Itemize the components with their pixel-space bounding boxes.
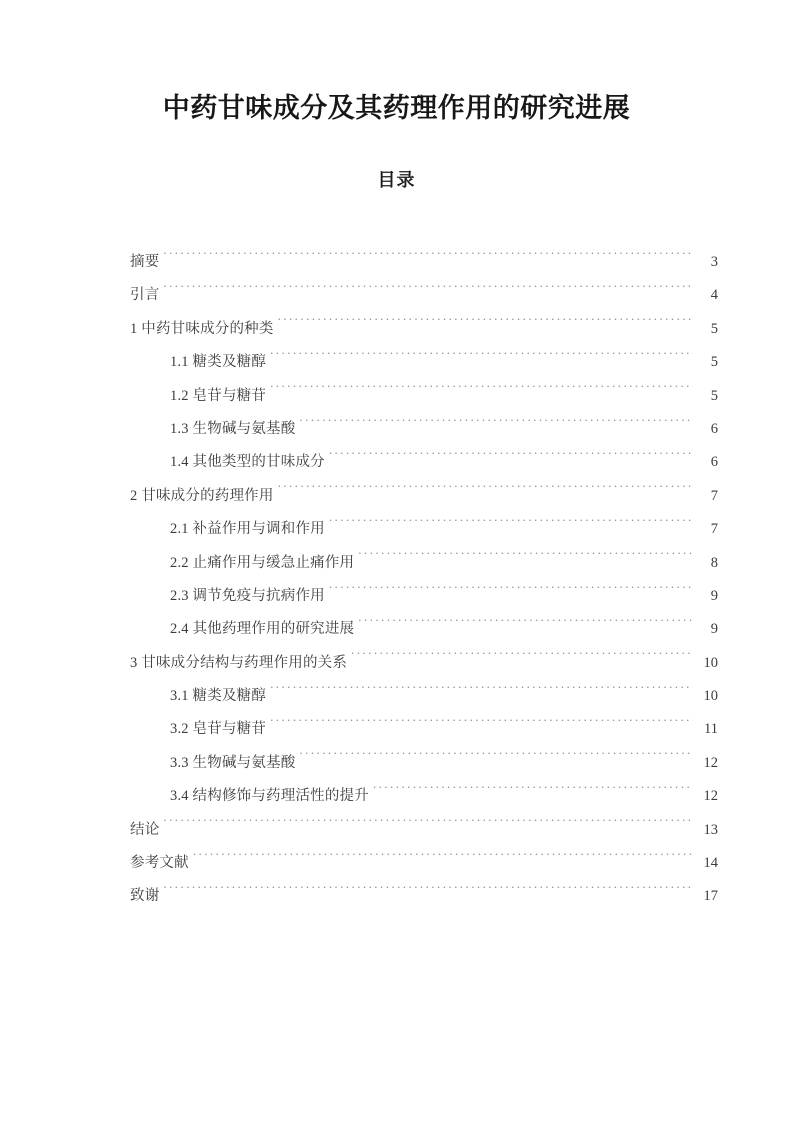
toc-entry[interactable]	[130, 780, 718, 813]
toc-dot-leader	[270, 352, 693, 367]
toc-dot-leader	[329, 519, 693, 534]
table-of-contents-heading: 目录	[377, 170, 416, 190]
toc-entry-label: 2.2 止痛作用与缓急止痛作用	[170, 554, 355, 571]
toc-entry[interactable]	[130, 580, 718, 613]
toc-dot-leader	[193, 853, 693, 868]
toc-entry-label: 2.3 调节免疫与抗病作用	[170, 587, 325, 604]
toc-dot-leader	[163, 285, 693, 300]
toc-entry-label: 1.4 其他类型的甘味成分	[170, 454, 325, 471]
toc-entry-page-number: 12	[703, 754, 718, 771]
toc-entry-page-number: 17	[703, 888, 718, 905]
toc-dot-leader	[351, 652, 693, 667]
toc-entry[interactable]	[130, 547, 718, 580]
toc-entry[interactable]	[130, 380, 718, 413]
toc-dot-leader	[163, 252, 693, 267]
toc-entry[interactable]	[130, 313, 718, 346]
toc-entry-page-number: 14	[703, 855, 718, 872]
toc-entry-page-number: 9	[710, 621, 718, 638]
toc-dot-leader	[329, 452, 693, 467]
toc-entry-page-number: 3	[710, 254, 718, 270]
toc-entry-label: 致谢	[130, 888, 160, 905]
toc-entry-page-number: 7	[710, 487, 718, 504]
toc-entry-page-number: 13	[703, 821, 718, 838]
toc-dot-leader	[163, 819, 693, 834]
toc-entry-page-number: 8	[710, 554, 718, 571]
toc-entry[interactable]	[130, 847, 718, 880]
toc-entry-label: 2.1 补益作用与调和作用	[170, 521, 325, 538]
toc-entry[interactable]	[130, 747, 718, 780]
toc-dot-leader	[358, 552, 693, 567]
toc-entry-page-number: 9	[710, 587, 718, 604]
toc-entry[interactable]	[130, 346, 718, 379]
toc-entry-label: 3.2 皂苷与糖苷	[170, 721, 267, 738]
toc-entry-label: 1 中药甘味成分的种类	[130, 320, 274, 337]
toc-dot-leader	[278, 318, 693, 333]
toc-entry[interactable]	[130, 713, 718, 746]
toc-entry-page-number: 10	[703, 688, 718, 705]
toc-entry-page-number: 5	[710, 387, 718, 404]
toc-entry-page-number: 4	[710, 287, 718, 304]
toc-entry-label: 1.3 生物碱与氨基酸	[170, 420, 296, 437]
toc-entry[interactable]	[130, 279, 718, 312]
toc-dot-leader	[278, 485, 693, 500]
toc-entry[interactable]	[130, 647, 718, 680]
toc-entry-label: 3.1 糖类及糖醇	[170, 688, 267, 705]
toc-entry-page-number: 10	[703, 654, 718, 671]
toc-entry[interactable]	[130, 880, 718, 913]
toc-entry[interactable]	[130, 513, 718, 546]
table-of-contents	[130, 246, 718, 914]
toc-entry-label: 3.4 结构修饰与药理活性的提升	[170, 788, 369, 805]
toc-entry[interactable]	[130, 446, 718, 479]
toc-dot-leader	[299, 418, 693, 433]
toc-entry-page-number: 6	[710, 454, 718, 471]
toc-dot-leader	[373, 786, 693, 801]
toc-dot-leader	[329, 585, 693, 600]
toc-entry-label: 参考文献	[130, 855, 189, 872]
toc-dot-leader	[358, 619, 693, 634]
toc-entry[interactable]	[130, 613, 718, 646]
toc-entry-page-number: 11	[704, 721, 718, 738]
toc-entry-page-number: 6	[710, 420, 718, 437]
document-title: 中药甘味成分及其药理作用的研究进展	[162, 93, 631, 123]
toc-entry[interactable]	[130, 246, 718, 279]
toc-entry-page-number: 5	[710, 354, 718, 371]
toc-entry-label: 1.1 糖类及糖醇	[170, 354, 267, 371]
toc-entry-label: 结论	[130, 821, 160, 838]
toc-entry-label: 2.4 其他药理作用的研究进展	[170, 621, 355, 638]
toc-entry-page-number: 12	[703, 788, 718, 805]
toc-dot-leader	[270, 385, 693, 400]
toc-dot-leader	[270, 719, 693, 734]
toc-entry-label: 3 甘味成分结构与药理作用的关系	[130, 654, 348, 671]
toc-dot-leader	[163, 886, 693, 901]
toc-entry[interactable]	[130, 480, 718, 513]
toc-dot-leader	[299, 752, 693, 767]
toc-entry-label: 摘要	[130, 254, 160, 270]
toc-entry-page-number: 7	[710, 521, 718, 538]
toc-entry-label: 引言	[130, 287, 160, 304]
toc-entry-page-number: 5	[710, 320, 718, 337]
toc-entry-label: 1.2 皂苷与糖苷	[170, 387, 267, 404]
toc-entry[interactable]	[130, 814, 718, 847]
toc-dot-leader	[270, 686, 693, 701]
toc-entry[interactable]	[130, 680, 718, 713]
toc-entry-label: 2 甘味成分的药理作用	[130, 487, 274, 504]
toc-entry-label: 3.3 生物碱与氨基酸	[170, 754, 296, 771]
toc-entry[interactable]	[130, 413, 718, 446]
